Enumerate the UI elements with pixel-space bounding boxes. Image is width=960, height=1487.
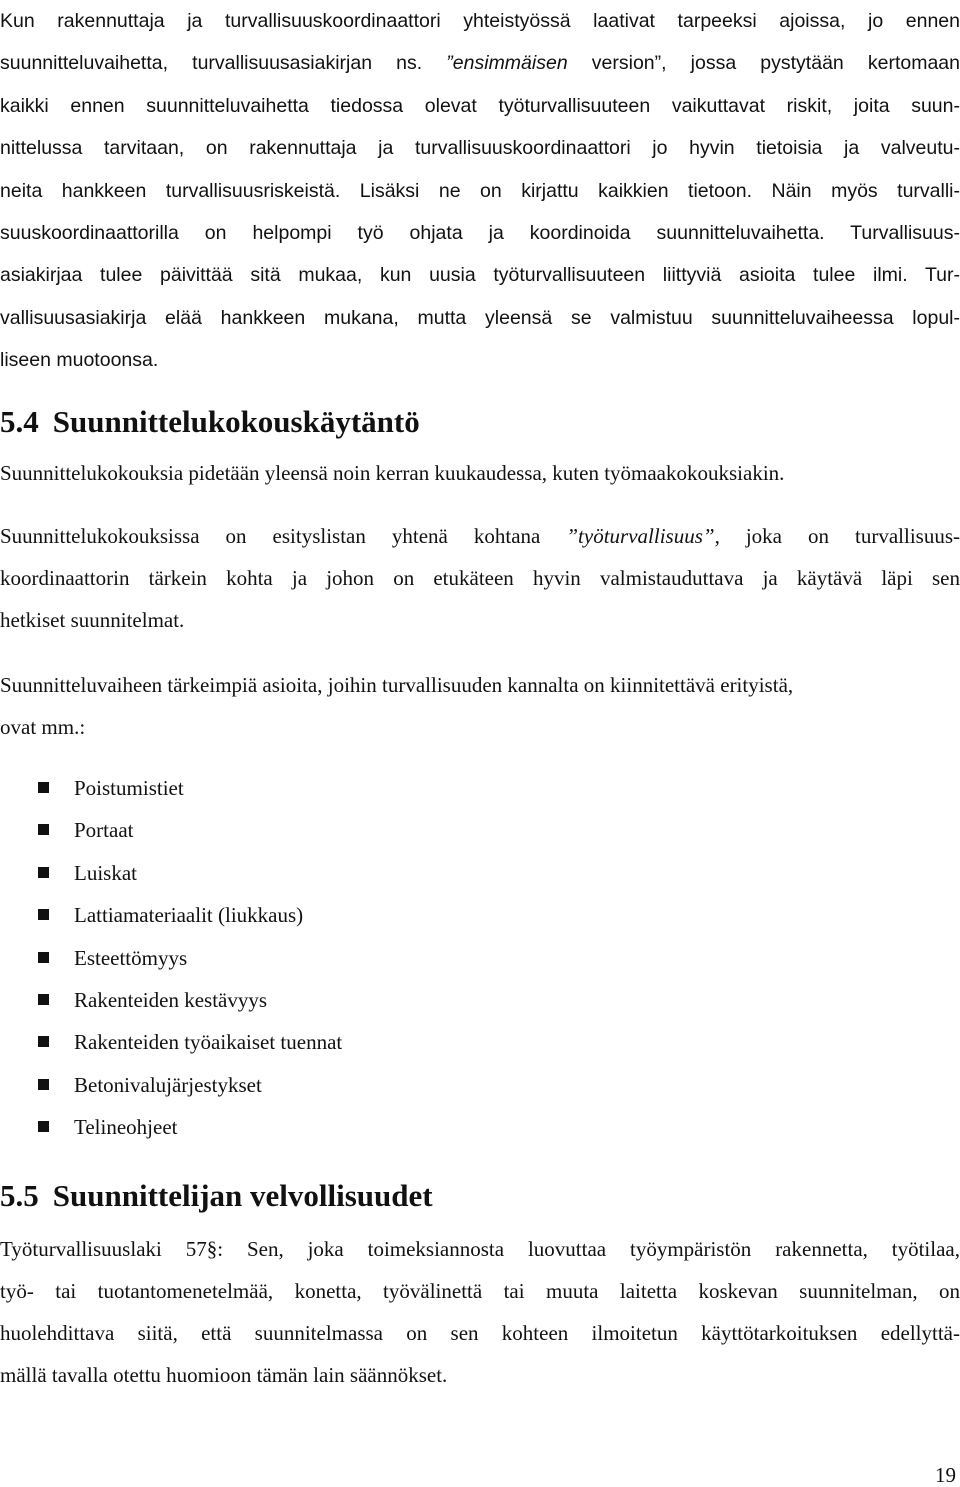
section-number: 5.5 [0,1178,39,1213]
paragraph-line: Työturvallisuuslaki 57§: Sen, joka toimeksiannosta luovuttaa työympäristön rakennetta, työtilaa, [0,1237,960,1261]
square-bullet-icon [38,1079,49,1090]
paragraph-agenda [0,515,960,641]
section-heading-5-5 [0,1176,433,1216]
square-bullet-icon [38,909,49,920]
square-bullet-icon [38,824,49,835]
paragraph-line: Suunnittelukokouksissa on esityslistan yhtenä kohtana ”työturvallisuus”, joka on turvallisuus- [0,524,960,548]
paragraph-line: Suunnitteluvaiheen tärkeimpiä asioita, joihin turvallisuuden kannalta on kiinnitettävä erityistä, [0,673,794,697]
intro-line: liseen muotoonsa. [0,349,159,372]
paragraph-meeting-frequency: Suunnittelukokouksia pidetään yleensä noin kerran kuukaudessa, kuten työmaakokouksiakin. [0,461,785,485]
square-bullet-icon [38,994,49,1005]
paragraph-key-issues [0,664,960,748]
paragraph-designer-duties [0,1228,960,1396]
paragraph-line: hetkiset suunnitelmat. [0,608,185,632]
intro-paragraph [0,0,960,382]
square-bullet-icon [38,782,49,793]
intro-line: kaikki ennen suunnitteluvaihetta tiedossa olevat työturvallisuuteen vaikuttavat riskit, joita suun- [0,94,960,117]
quoted-term: ”ensimmäisen [446,52,568,75]
section-number: 5.4 [0,404,39,439]
section-heading-5-4 [0,402,420,442]
section-title: Suunnittelukokouskäytäntö [52,404,420,439]
intro-line: neita hankkeen turvallisuusriskeistä. Lisäksi ne on kirjattu kaikkien tietoon. Näin myös turvalli- [0,179,960,202]
intro-line: suunnitteluvaihetta, turvallisuusasiakirjan ns. ”ensimmäisen version”, jossa pystytään kertomaan [0,52,960,75]
intro-line: asiakirjaa tulee päivittää sitä mukaa, kun uusia työturvallisuuteen liittyviä asioita tulee ilmi. Tur- [0,264,960,287]
quoted-term: ”työturvallisuus” [566,524,715,548]
square-bullet-icon [38,867,49,878]
page-number: 19 [935,1463,956,1487]
intro-line: nittelussa tarvitaan, on rakennuttaja ja turvallisuuskoordinaattori jo hyvin tietoisia ja valveutu- [0,137,960,160]
square-bullet-icon [38,1036,49,1047]
paragraph-line: mällä tavalla otettu huomioon tämän lain säännökset. [0,1363,448,1387]
intro-line: suuskoordinaattorilla on helpompi työ ohjata ja koordinoida suunnitteluvaihetta. Turvallisuus- [0,221,960,244]
intro-line: vallisuusasiakirja elää hankkeen mukana, mutta yleensä se valmistuu suunnitteluvaiheessa lopul- [0,306,960,329]
paragraph-line: huolehdittava siitä, että suunnitelmassa on sen kohteen ilmoitetun käyttötarkoituksen edellyttä- [0,1321,960,1345]
section-title: Suunnittelijan velvollisuudet [52,1178,433,1213]
square-bullet-icon [38,1121,49,1132]
paragraph-line: ovat mm.: [0,715,86,739]
intro-line: Kun rakennuttaja ja turvallisuuskoordinaattori yhteistyössä laativat tarpeeksi ajoissa, jo ennen [0,10,960,32]
document-page: Kun rakennuttaja ja turvallisuuskoordinaattori yhteistyössä laativat tarpeeksi ajoissa, jo ennen suunnitteluvaihetta, turvallisuusasiakirjan ns. ”ensimmäisen version”, jossa pystytään kertomaan kaikki ennen suunnitteluvaihetta tiedossa olevat työturvallisuuteen vaikuttavat riskit, joita suun- nittelussa tarvitaan, on rakennuttaja ja turvallisuuskoordinaattori jo hyvin tietoisia ja valveutu- neita hankkeen turvallisuusriskeistä. Lisäksi ne on kirjattu kaikkien tietoon. Näin myös turvalli- suuskoordinaattorilla on helpompi työ ohjata ja koordinoida suunnitteluvaihetta. Turvallisuus- asiakirjaa tulee päivittää sitä mukaa, kun uusia työturvallisuuteen liittyviä asioita tulee ilmi. Tur- vallisuusasiakirja elää hankkeen mukana, mutta yleensä se valmistuu suunnitteluvaiheessa lopul- liseen muotoonsa. 5.4 Suunnittelukokouskäytäntö Suunnittelukokouksia pidetään yleensä noin kerran kuukaudessa, kuten työmaakokouksiakin. Suunnittelukokouksissa on esityslistan yhtenä kohtana ”työturvallisuus”, joka on turvallisuus- koordinaattorin tärkein kohta ja johon on etukäteen hyvin valmistauduttava ja käytävä läpi sen hetkiset suunnitelmat. Suunnitteluvaiheen tärkeimpiä asioita, joihin turvallisuuden kannalta on kiinnitettävä erityistä, ovat mm.: Poistumistiet Portaat Luiskat Lattiamateriaalit (liukkaus) Esteettömyys Rakenteiden kestävyys Rakenteiden työaikaiset tuennat Betonivalujärjestykset Telineohjeet 5.5 Suunnittelijan velvollisuudet Työturvallisuuslaki 57§: Sen, joka toimeksiannosta luovuttaa työympäristön rakennetta, työtilaa, työ- tai tuotantomenetelmää, konetta, työvälinettä tai muuta laitetta koskevan suunnitelman, on huolehdittava siitä, että suunnitelmassa on sen kohteen ilmoitetun käyttötarkoituksen edellyttä- mällä tavalla otettu huomioon tämän lain säännökset. 19 [0,0,960,1487]
square-bullet-icon [38,952,49,963]
paragraph-line: koordinaattorin tärkein kohta ja johon on etukäteen hyvin valmistauduttava ja käytävä läpi sen [0,566,960,590]
paragraph-line: työ- tai tuotantomenetelmää, konetta, työvälinettä tai muuta laitetta koskevan suunnitelman, on [0,1279,960,1303]
